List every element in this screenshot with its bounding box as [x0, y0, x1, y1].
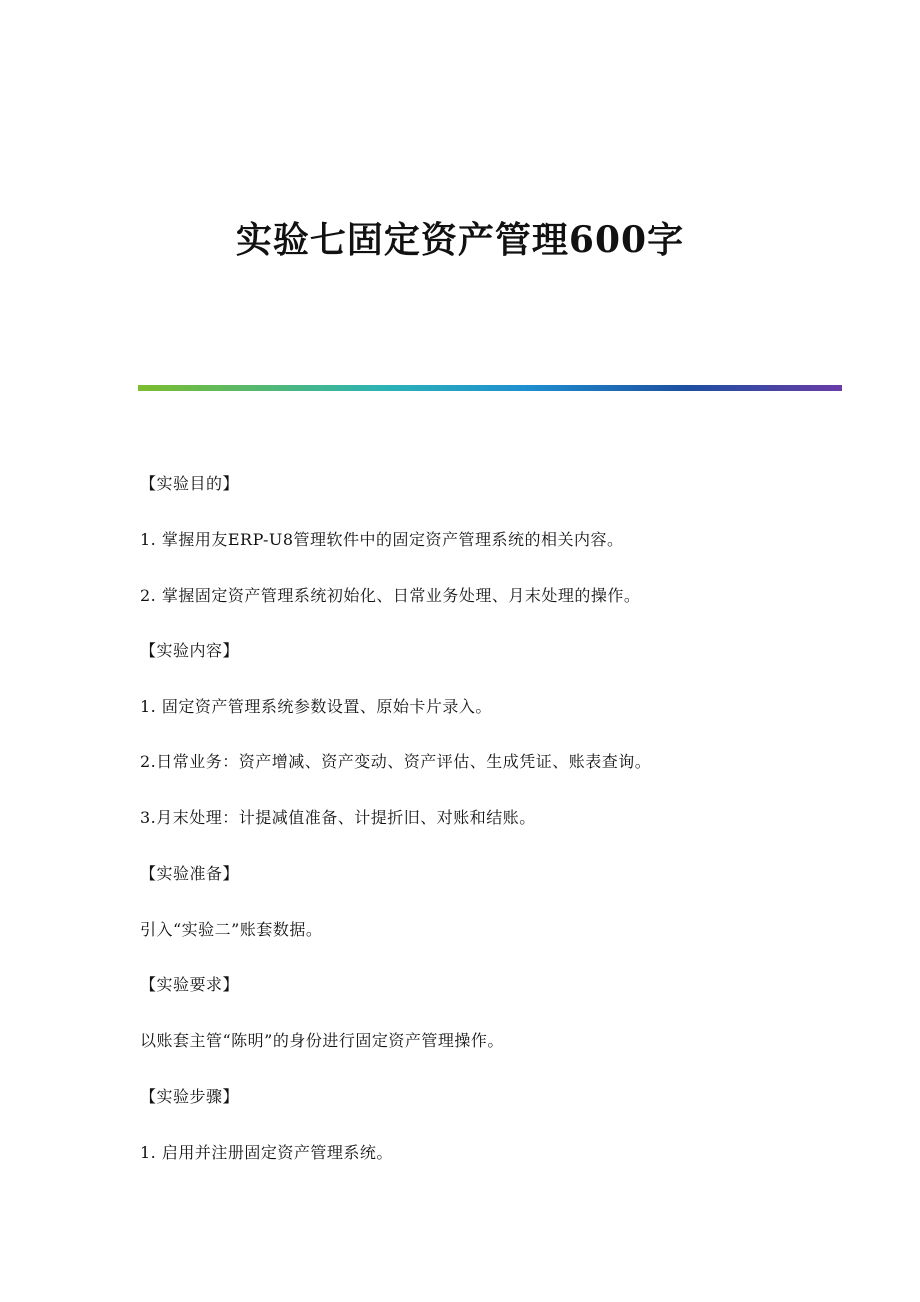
- paragraph-line: 2. 掌握固定资产管理系统初始化、日常业务处理、月末处理的操作。: [140, 586, 641, 605]
- paragraph-line: 1. 启用并注册固定资产管理系统。: [140, 1143, 393, 1162]
- section-heading-preparation: 【实验准备】: [140, 864, 240, 883]
- paragraph-line: 引入“实验二”账套数据。: [140, 920, 323, 939]
- paragraph-line: 以账套主管“陈明”的身份进行固定资产管理操作。: [140, 1031, 504, 1050]
- title-gradient-rule: [138, 385, 842, 391]
- section-heading-content: 【实验内容】: [140, 641, 240, 660]
- document-title: 实验七固定资产管理600字: [235, 219, 685, 261]
- section-heading-purpose: 【实验目的】: [140, 474, 240, 493]
- paragraph-line: 3.月末处理：计提减值准备、计提折旧、对账和结账。: [140, 808, 536, 827]
- paragraph-line: 1. 掌握用友ERP-U8管理软件中的固定资产管理系统的相关内容。: [140, 530, 624, 549]
- section-heading-requirements: 【实验要求】: [140, 975, 240, 994]
- section-heading-steps: 【实验步骤】: [140, 1087, 240, 1106]
- paragraph-line: 2.日常业务：资产增减、资产变动、资产评估、生成凭证、账表查询。: [140, 752, 652, 771]
- paragraph-line: 1. 固定资产管理系统参数设置、原始卡片录入。: [140, 697, 492, 716]
